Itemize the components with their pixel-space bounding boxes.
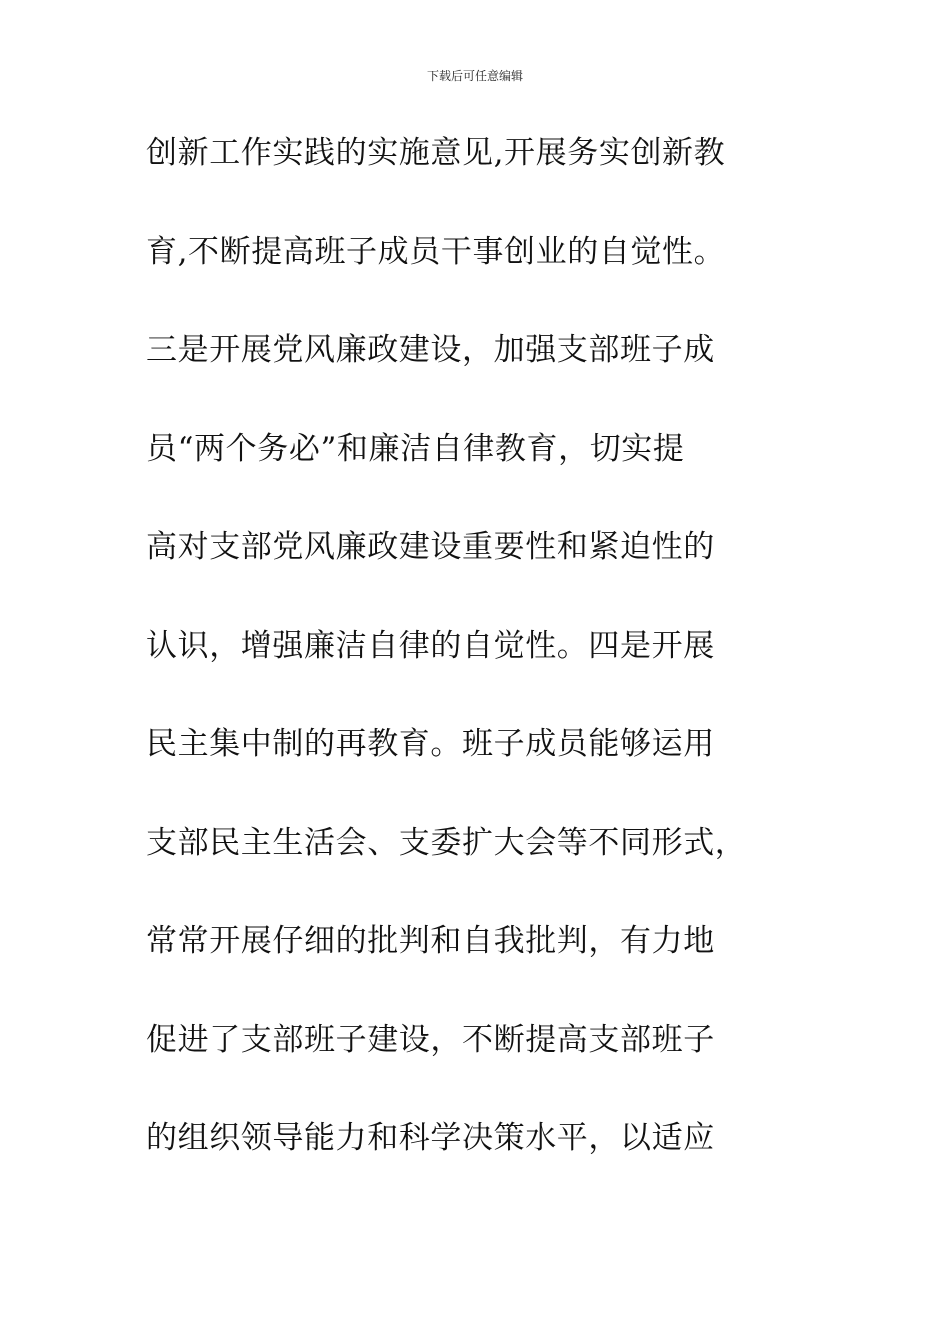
text-line: 高对支部党风廉政建设重要性和紧迫性的 [146,529,715,565]
text-line: 认识，增强廉洁自律的自觉性。四是开展 [146,627,715,664]
text-line: 促进了支部班子建设，不断提高支部班子 [146,1021,715,1058]
text-line: 创新工作实践的实施意见,开展务实创新教 [146,135,726,171]
text-line: 育,不断提高班子成员干事创业的自觉性。 [146,233,726,270]
text-line: 常常开展仔细的批判和自我批判，有力地 [146,923,715,959]
page-header-note: 下载后可任意编辑 [426,69,523,83]
body-text [146,126,826,1210]
text-line: 的组织领导能力和科学决策水平，以适应 [146,1120,715,1156]
text-line: 民主集中制的再教育。班子成员能够运用 [146,726,715,762]
text-line: 三是开展党风廉政建设，加强支部班子成 [146,332,715,368]
text-line: 员“两个务必”和廉洁自律教育，切实提 [146,430,685,467]
text-line: 支部民主生活会、支委扩大会等不同形式， [146,824,747,861]
